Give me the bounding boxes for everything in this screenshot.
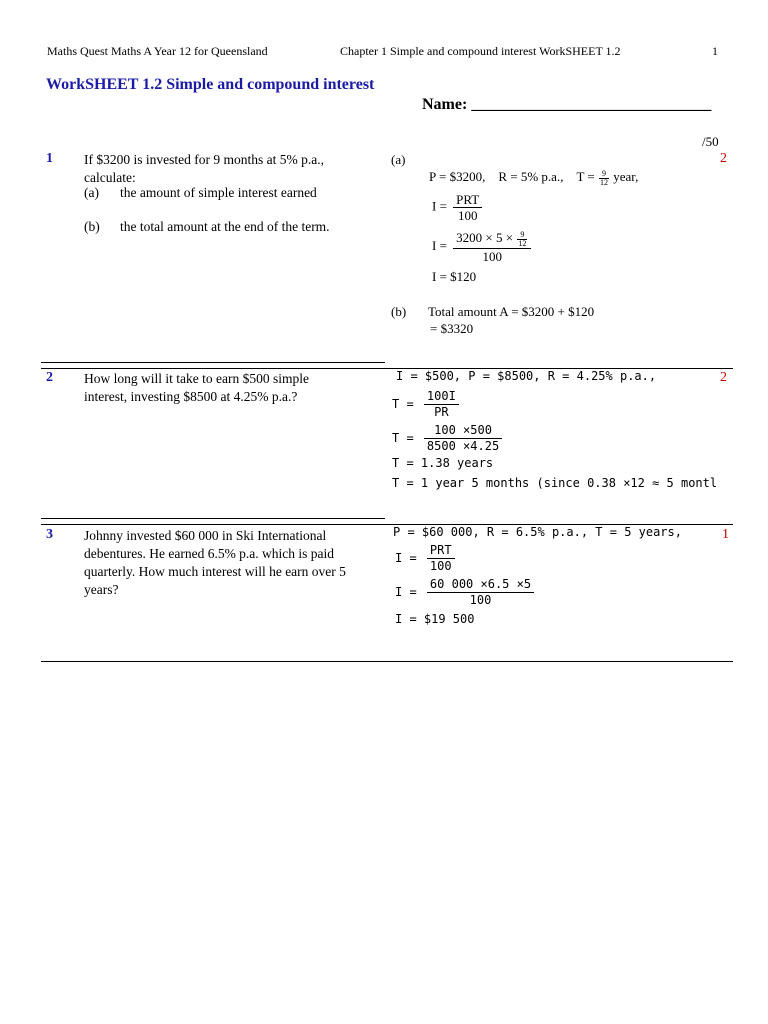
solution-2-line-3: T = $\frac{100 \times 500}{8500 \times 4.25}$ [392,423,505,454]
solution-1b-label: (b) [391,304,407,319]
question-1-part-b-label: (b) [84,219,100,234]
question-2-text: How long will it take to earn $500 simple interest, investing $8500 at 4.25% p.a.? [84,371,309,404]
substitution-fraction: 3200 × 5 × $\frac{9}{12}$ 100 [453,230,531,264]
solution-1-line-4: I = $120 [432,269,477,284]
time-formula-fraction: $\frac{100I}{PR}$ [424,389,459,420]
solution-2-line-2: T = $\frac{100I}{PR}$ [392,389,462,420]
time-fraction: $\frac{9}{12}$ [600,168,608,187]
separator-1-left [41,362,385,363]
time-substitution-fraction: $\frac{100 \times 500}{8500 \times 4.25}$ [424,423,502,454]
header-book: Maths Quest Maths A Year 12 for Queensland [47,44,268,58]
solution-1-line-1: P = $3200, R = 5% p.a., T = $\frac{9}{12}$ year, [429,168,639,187]
header-page-number: 1 [712,44,718,58]
formula-fraction: $\frac{\text{PRT}}{100}$ [453,192,482,223]
solution-3-line-1: P = $60 000, R = 6.5% p.a., T = 5 years, [393,525,682,539]
question-1-part-b-text: the total amount at the end of the term. [120,219,330,234]
solution-3-line-2: I = $\frac{\text{PRT}}{100}$ [395,543,458,574]
solution-1-line-2: I = $\frac{\text{PRT}}{100}$ [432,192,485,223]
solution-2-line-4: T = 1.38 years [392,456,494,470]
question-3-number: 3 [46,527,53,542]
separator-3 [41,661,733,662]
total-marks: /50 [702,134,719,149]
solution-1b-line-1: Total amount A = $3200 + $120 [428,304,595,319]
question-1-part-a-label: (a) [84,185,99,200]
question-1-marks: 2 [720,151,727,166]
worksheet-title: WorkSHEET 1.2 Simple and compound interest [46,76,375,93]
question-3-marks: 1 [722,527,729,542]
question-1-part-a-text: the amount of simple interest earned [120,185,317,200]
name-field-label: Name: ______________________________ [422,96,712,113]
solution-1b-line-2: = $3320 [430,321,474,336]
separator-2-left [41,518,385,519]
question-2-number: 2 [46,370,53,385]
solution-2-line-1: I = $500, P = $8500, R = 4.25% p.a., [396,369,657,383]
solution-1-line-3: I = 3200 × 5 × $\frac{9}{12}$ 100 [432,230,534,264]
question-1-text: If $3200 is invested for 9 months at 5% p.a., calculate: [84,152,324,185]
question-2-marks: 2 [720,370,727,385]
header-chapter: Chapter 1 Simple and compound interest WorkSHEET 1.2 [340,44,621,58]
solution-3-line-3: I = $\frac{60 000 \times 6.5 \times 5}{100}$ [395,577,537,608]
interest-substitution-fraction: $\frac{60 000 \times 6.5 \times 5}{100}$ [427,577,534,608]
question-1-number: 1 [46,151,53,166]
solution-1a-label: (a) [391,152,406,167]
solution-2-line-5: T = 1 year 5 months (since 0.38 ×12 ≈ 5 montl [392,476,718,490]
question-3-text: Johnny invested $60 000 in Ski International debentures. He earned 6.5% p.a. which is paid quarterly. How much interest will he earn over 5 years? [84,528,346,597]
solution-3-line-4: I = $19 500 [395,612,475,626]
interest-formula-fraction: $\frac{\text{PRT}}{100}$ [427,543,455,574]
